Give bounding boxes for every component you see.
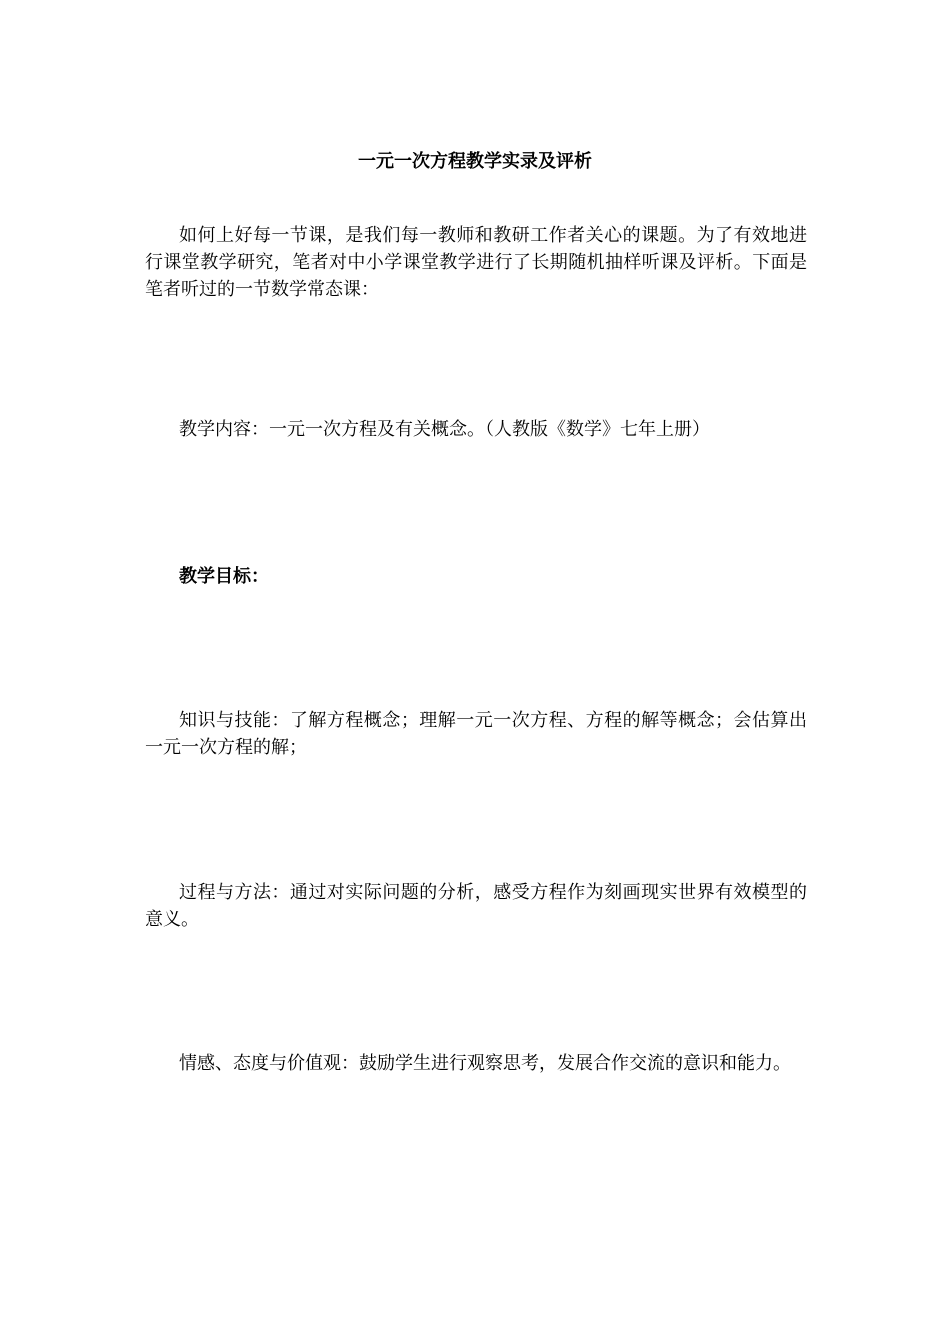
teaching-content-paragraph: 教学内容：一元一次方程及有关概念。（人教版《数学》七年上册） xyxy=(179,419,710,440)
document-title: 一元一次方程教学实录及评析 xyxy=(358,151,592,172)
intro-paragraph: 如何上好每一节课，是我们每一教师和教研工作者关心的课题。为了有效地进行课堂教学研究，笔者对中小学课堂教学进行了长期随机抽样听课及评析。下面是笔者听过的一节数学常态课： xyxy=(145,225,807,300)
emotion-values-paragraph: 情感、态度与价值观：鼓励学生进行观察思考，发展合作交流的意识和能力。 xyxy=(179,1053,791,1074)
knowledge-skills-paragraph: 知识与技能：了解方程概念；理解一元一次方程、方程的解等概念；会估算出一元一次方程的解； xyxy=(145,710,807,758)
objectives-heading: 教学目标： xyxy=(179,566,269,587)
process-methods-paragraph: 过程与方法：通过对实际问题的分析，感受方程作为刻画现实世界有效模型的意义。 xyxy=(145,882,807,930)
